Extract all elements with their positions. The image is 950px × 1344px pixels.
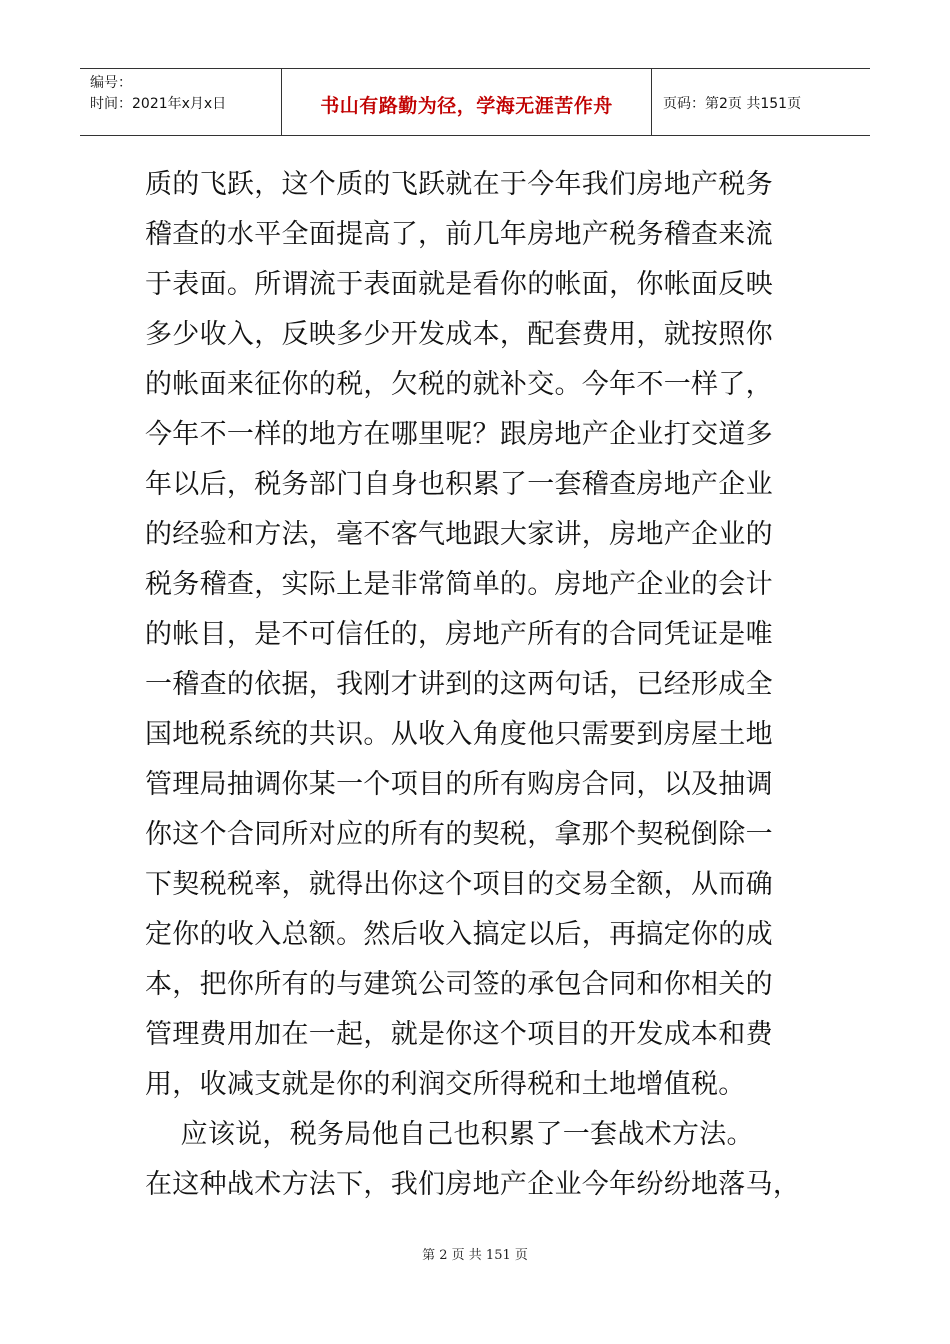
text-line: 税务稽查，实际上是非常简单的。房地产企业的会计 xyxy=(145,569,773,600)
text-line: 一稽查的依据，我刚才讲到的这两句话，已经形成全 xyxy=(145,669,773,700)
text-line: 国地税系统的共识。从收入角度他只需要到房屋土地 xyxy=(145,719,773,750)
document-header xyxy=(80,68,870,136)
text-line: 你这个合同所对应的所有的契税，拿那个契税倒除一 xyxy=(145,819,773,850)
text-line: 于表面。所谓流于表面就是看你的帐面，你帐面反映 xyxy=(145,269,773,300)
body-paragraphs xyxy=(145,160,815,1210)
text-line: 的经验和方法，毫不客气地跟大家讲，房地产企业的 xyxy=(145,519,773,550)
text-line: 的帐面来征你的税，欠税的就补交。今年不一样了， xyxy=(145,369,773,400)
number-label: 编号： xyxy=(90,75,132,91)
text-line: 在这种战术方法下，我们房地产企业今年纷纷地落马， xyxy=(145,1169,801,1200)
header-motto-cell xyxy=(282,69,652,135)
text-line: 质的飞跃，这个质的飞跃就在于今年我们房地产税务 xyxy=(145,169,773,200)
page-info: 页码：第2页 共151页 xyxy=(663,96,802,112)
text-line: 管理局抽调你某一个项目的所有购房合同，以及抽调 xyxy=(145,769,773,800)
text-line: 下契税税率，就得出你这个项目的交易全额，从而确 xyxy=(145,869,773,900)
text-line: 用，收减支就是你的利润交所得税和土地增值税。 xyxy=(145,1069,746,1100)
text-line: 多少收入，反映多少开发成本，配套费用，就按照你 xyxy=(145,319,773,350)
footer-page-number: 第 2 页 共 151 页 xyxy=(422,1248,528,1263)
text-line: 的帐目，是不可信任的，房地产所有的合同凭证是唯 xyxy=(145,619,773,650)
text-line: 管理费用加在一起，就是你这个项目的开发成本和费 xyxy=(145,1019,773,1050)
date-label: 时间：2021年x月x日 xyxy=(90,96,227,112)
text-line: 今年不一样的地方在哪里呢？跟房地产企业打交道多 xyxy=(145,419,773,450)
header-meta-cell xyxy=(80,69,282,135)
header-page-cell xyxy=(652,69,870,135)
page-footer xyxy=(0,1244,950,1263)
text-line: 稽查的水平全面提高了，前几年房地产税务稽查来流 xyxy=(145,219,773,250)
text-line: 本，把你所有的与建筑公司签的承包合同和你相关的 xyxy=(145,969,773,1000)
text-line: 定你的收入总额。然后收入搞定以后，再搞定你的成 xyxy=(145,919,773,950)
text-line: 应该说，税务局他自己也积累了一套战术方法。 xyxy=(145,1119,754,1150)
text-line: 年以后，税务部门自身也积累了一套稽查房地产企业 xyxy=(145,469,773,500)
motto-text: 书山有路勤为径，学海无涯苦作舟 xyxy=(320,94,613,117)
